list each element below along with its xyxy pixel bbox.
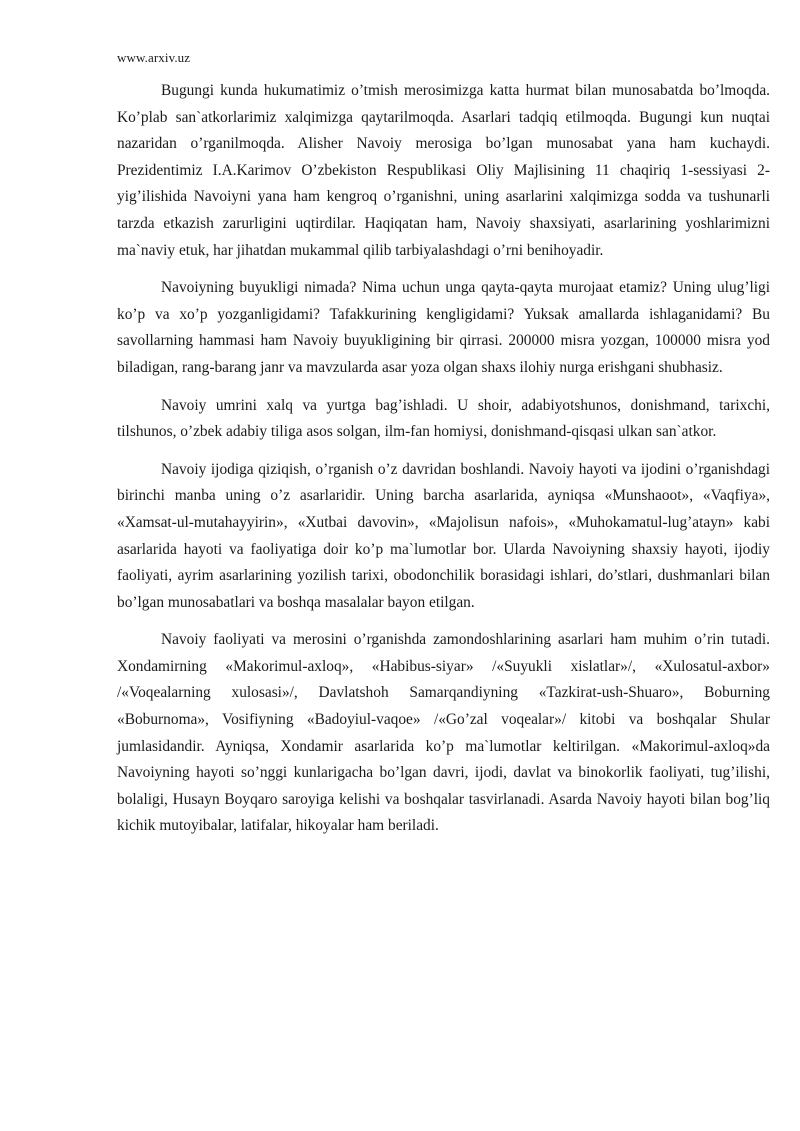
paragraph-4: Navoiy ijodiga qiziqish, o’rganish o’z davridan boshlandi. Navoiy hayoti va ijodini o’rganishdagi birinchi manba uning o’z asarlaridir. Uning barcha asarlarida, ayniqsa «Munshaoot», «Vaqfiya», «Xamsat-ul-mutahayyirin», «Xutbai davovin», «Majolisun nafois», «Muhokamatul-lug’atayn» kabi asarlarida hayoti va faoliyatiga doir ko’p ma`lumotlar bor. Ularda Navoiyning shaxsiy hayoti, ijodiy faoliyati, ayrim asarlarining yozilish tarixi, obodonchilik borasidagi ishlari, do’stlari, dushmanlari bilan bo’lgan munosabatlari va boshqa masalalar bayon etilgan.: [117, 460, 770, 611]
paragraph-2: Navoiyning buyukligi nimada? Nima uchun unga qayta-qayta murojaat etamiz? Uning ulug’ligi ko’p va xo’p yozganligidami? Tafakkurining kengligidami? Yuksak amallarda ishlaganidami? Bu savollarning hammasi ham Navoiy buyukligining bir qirrasi. 200000 misra yozgan, 100000 misra yod biladigan, rang-barang janr va mavzularda asar yoza olgan shaxs ilohiy nurga erishgani shubhasiz.: [117, 279, 770, 376]
paragraph-1: Bugungi kunda hukumatimiz o’tmish merosimizga katta hurmat bilan munosabatda bo’lmoqda. Ko’plab san`atkorlarimiz xalqimizga qaytarilmoqda. Asarlari tadqiq etilmoqda. Bugungi kun nuqtai nazaridan o’rganilmoqda. Alisher Navoiy merosiga bo’lgan munosabat yana ham kuchaydi. Prezidentimiz I.A.Karimov O’zbekiston Respublikasi Oliy Majlisining 11 chaqiriq 1-sessiyasi 2-yig’ilishida Navoiyni yana ham kengroq o’rganishni, uning asarlarini xalqimizga sodda va tushunarli tarzda etkazish zarurligini uqtirdilar. Haqiqatan ham, Navoiy shaxsiyati, asarlarining yoshlarimizni ma`naviy etuk, har jihatdan mukammal qilib tarbiyalashdagi o’rni benihoyadir.: [117, 82, 770, 259]
header-url: www.arxiv.uz: [117, 50, 191, 65]
paragraph-5: Navoiy faoliyati va merosini o’rganishda zamondoshlarining asarlari ham muhim o’rin tutadi. Xondamirning «Makorimul-axloq», «Habibus-siyar» /«Suyukli xislatlar»/, «Xulosatul-axbor» /«Voqealarning xulosasi»/, Davlatshoh Samarqandiyning «Tazkirat-ush-Shuaro», Boburning «Boburnoma», Vosifiyning «Badoyiul-vaqoe» /«Go’zal voqealar»/ kitobi va boshqalar Shular jumlasidandir. Ayniqsa, Xondamir asarlarida ko’p ma`lumotlar keltirilgan. «Makorimul-axloq»da Navoiyning hayoti so’nggi kunlarigacha bo’lgan davri, ijodi, davlat va binokorlik faoliyati, tug’ilishi, bolaligi, Husayn Boyqaro saroyiga kelishi va boshqalar tasvirlanadi. Asarda Navoiy hayoti bilan bog’liq kichik mutoyibalar, latifalar, hikoyalar ham beriladi.: [117, 631, 770, 835]
paragraph-3: Navoiy umrini xalq va yurtga bag’ishladi. U shoir, adabiyotshunos, donishmand, tarixchi, tilshunos, o’zbek adabiy tiliga asos solgan, ilm-fan homiysi, donishmand-qisqasi ulkan san`atkor.: [117, 396, 770, 441]
document-body: [117, 78, 770, 851]
